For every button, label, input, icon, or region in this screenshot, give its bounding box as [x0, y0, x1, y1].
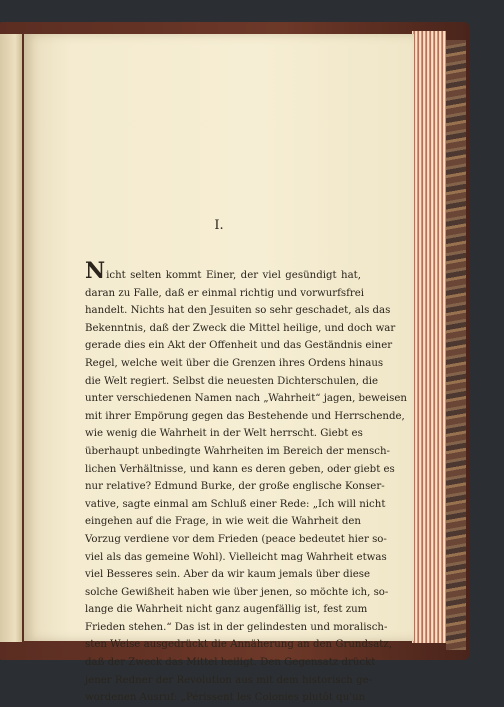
drop-initial: N: [85, 258, 106, 284]
text-line-8: unter verschiedenen Namen nach „Wahrheit“ jagen, beweisen: [85, 393, 407, 405]
body-text: [85, 258, 407, 707]
text-line-9: mit ihrer Empörung gegen das Bestehende und Herrschende,: [85, 410, 405, 422]
text-line-14: vative, sagte einmal am Schluß einer Rede: „Ich will nicht: [85, 498, 386, 510]
text-line-10: wie wenig die Wahrheit in der Welt herrscht. Giebt es: [85, 428, 363, 440]
text-line-4: Bekenntnis, daß der Zweck die Mittel heilige, und doch war: [85, 322, 396, 334]
text-line-1: [85, 258, 361, 285]
text-line-21: Frieden stehen.“ Das ist in der gelindesten und moralisch-: [85, 621, 388, 633]
book-page: [24, 34, 414, 704]
text-line-5: gerade dies ein Akt der Offenheit und das Geständnis einer: [85, 340, 393, 352]
text-line-18: viel Besseres sein. Aber da wir kaum jemals über diese: [85, 569, 371, 581]
text-line-3: handelt. Nichts hat den Jesuiten so sehr geschadet, als das: [85, 305, 391, 317]
text-line-6: Regel, welche weit über die Grenzen ihres Ordens hinaus: [85, 357, 384, 369]
text-line-2: daran zu Falle, daß er einmal richtig und vorwurfsfrei: [85, 287, 365, 299]
text-line-19: solche Gewißheit haben wie über jenen, so möchte ich, so-: [85, 586, 389, 598]
text-line-17: viel als das gemeine Wohl). Vielleicht mag Wahrheit etwas: [85, 551, 387, 563]
text-line-20: lange die Wahrheit nicht ganz augenfällig ist, fest zum: [85, 604, 368, 616]
text-line-11: überhaupt unbedingte Wahrheiten im Bereich der mensch-: [85, 445, 390, 457]
text-line-24: jener Redner der Revolution aus mit dem historisch ge-: [85, 674, 373, 686]
chapter-heading: I.: [214, 218, 224, 233]
page-stack-edge: [412, 31, 446, 643]
text-line-7: die Welt regiert. Selbst die neuesten Dichterschulen, die: [85, 375, 379, 387]
text-line-25: wordenen Ausruf: „Périssent les Colonies plutôt qu'un: [85, 692, 366, 704]
facing-page-edge: [0, 34, 22, 642]
marbled-edge: [446, 40, 466, 650]
text-line-1-rest: icht selten kommt Einer, der viel gesündigt hat,: [106, 270, 361, 281]
text-line-16: Vorzug verdiene vor dem Frieden (peace bedeutet hier so-: [85, 533, 387, 545]
text-line-23: daß der Zweck das Mittel heiligt. Den Gegensatz drückt: [85, 657, 376, 669]
text-line-22: sten Weise ausgedrückt die Annäherung an den Grundsatz,: [85, 639, 392, 651]
text-line-12: lichen Verhältnisse, und kann es deren geben, oder giebt es: [85, 463, 395, 475]
text-line-15: eingehen auf die Frage, in wie weit die Wahrheit den: [85, 516, 361, 528]
text-line-13: nur relative? Edmund Burke, der große englische Konser-: [85, 481, 385, 493]
